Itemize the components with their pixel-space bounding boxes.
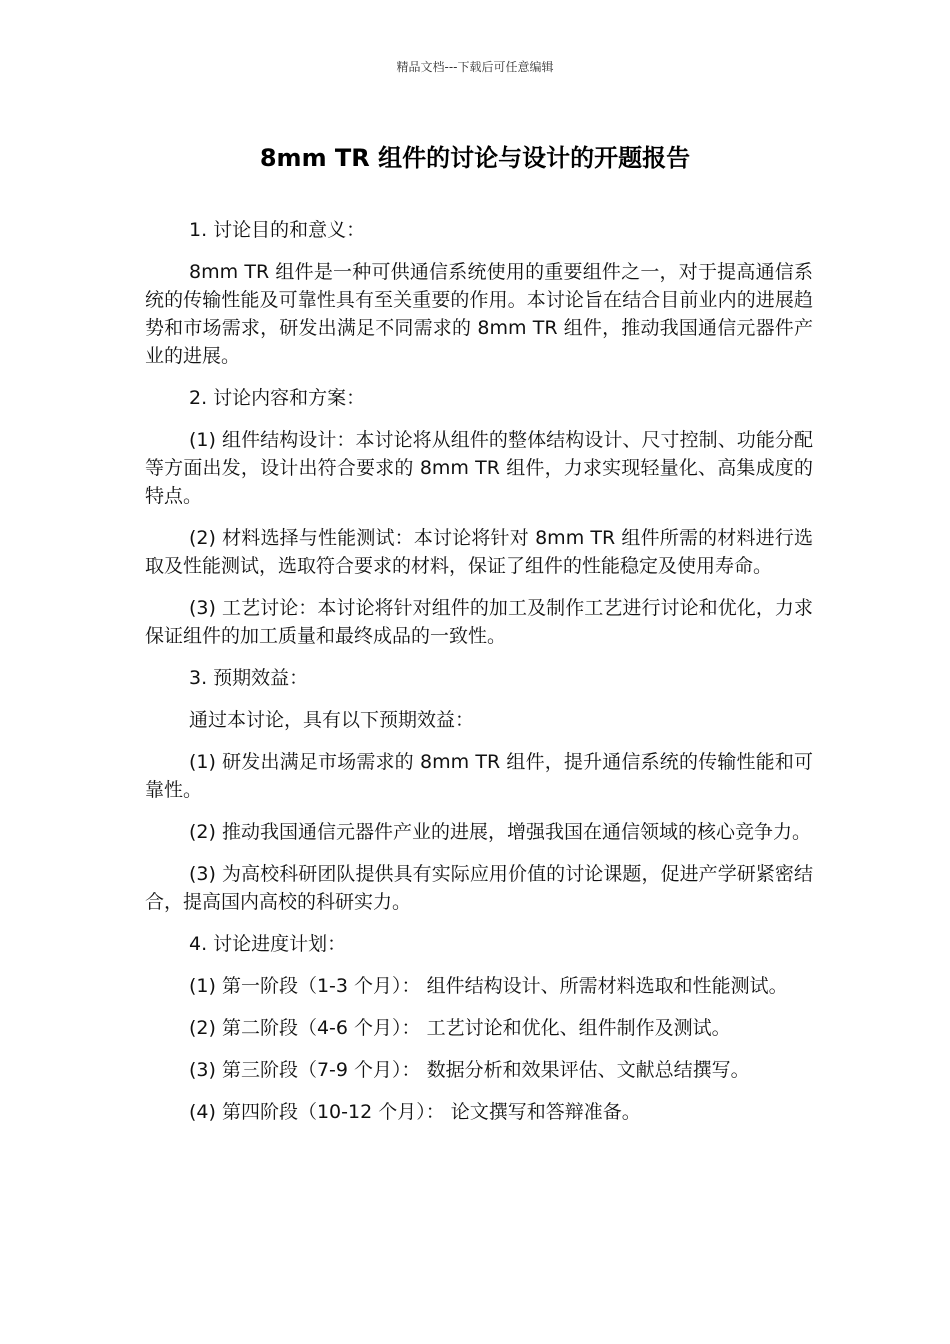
paragraph-benefit-1: (1) 研发出满足市场需求的 8mm TR 组件，提升通信系统的传输性能和可靠性。 [145, 751, 813, 801]
paragraph-purpose: 8mm TR 组件是一种可供通信系统使用的重要组件之一，对于提高通信系统的传输性能及可靠性具有至关重要的作用。本讨论旨在结合目前业内的进展趋势和市场需求，研发出满足不同需求的 8mm TR 组件，推动我国通信元器件产业的进展。 [145, 261, 813, 367]
paragraph-material-testing: (2) 材料选择与性能测试：本讨论将针对 8mm TR 组件所需的材料进行选取及性能测试，选取符合要求的材料，保证了组件的性能稳定及使用寿命。 [145, 527, 813, 577]
paragraph-phase-4: (4) 第四阶段（10-12 个月）： 论文撰写和答辩准备。 [189, 1101, 641, 1123]
paragraph-structure-design: (1) 组件结构设计：本讨论将从组件的整体结构设计、尺寸控制、功能分配等方面出发，设计出符合要求的 8mm TR 组件，力求实现轻量化、高集成度的特点。 [145, 429, 813, 507]
paragraph-benefit-2: (2) 推动我国通信元器件产业的进展，增强我国在通信领域的核心竞争力。 [189, 821, 811, 843]
paragraph-benefits-intro: 通过本讨论，具有以下预期效益： [189, 709, 475, 731]
section-heading-schedule: 4. 讨论进度计划： [189, 933, 347, 955]
section-heading-benefits: 3. 预期效益： [189, 667, 309, 689]
header-note: 精品文档---下载后可任意编辑 [396, 60, 554, 74]
paragraph-phase-3: (3) 第三阶段（7-9 个月）： 数据分析和效果评估、文献总结撰写。 [189, 1059, 750, 1081]
paragraph-process: (3) 工艺讨论：本讨论将针对组件的加工及制作工艺进行讨论和优化，力求保证组件的加工质量和最终成品的一致性。 [145, 597, 813, 647]
document-body [145, 216, 813, 1140]
section-heading-purpose: 1. 讨论目的和意义： [189, 219, 366, 241]
document-title: 8mm TR 组件的讨论与设计的开题报告 [259, 144, 691, 172]
paragraph-phase-1: (1) 第一阶段（1-3 个月）： 组件结构设计、所需材料选取和性能测试。 [189, 975, 788, 997]
paragraph-phase-2: (2) 第二阶段（4-6 个月）： 工艺讨论和优化、组件制作及测试。 [189, 1017, 731, 1039]
paragraph-benefit-3: (3) 为高校科研团队提供具有实际应用价值的讨论课题，促进产学研紧密结合，提高国内高校的科研实力。 [145, 863, 813, 913]
section-heading-content: 2. 讨论内容和方案： [189, 387, 366, 409]
